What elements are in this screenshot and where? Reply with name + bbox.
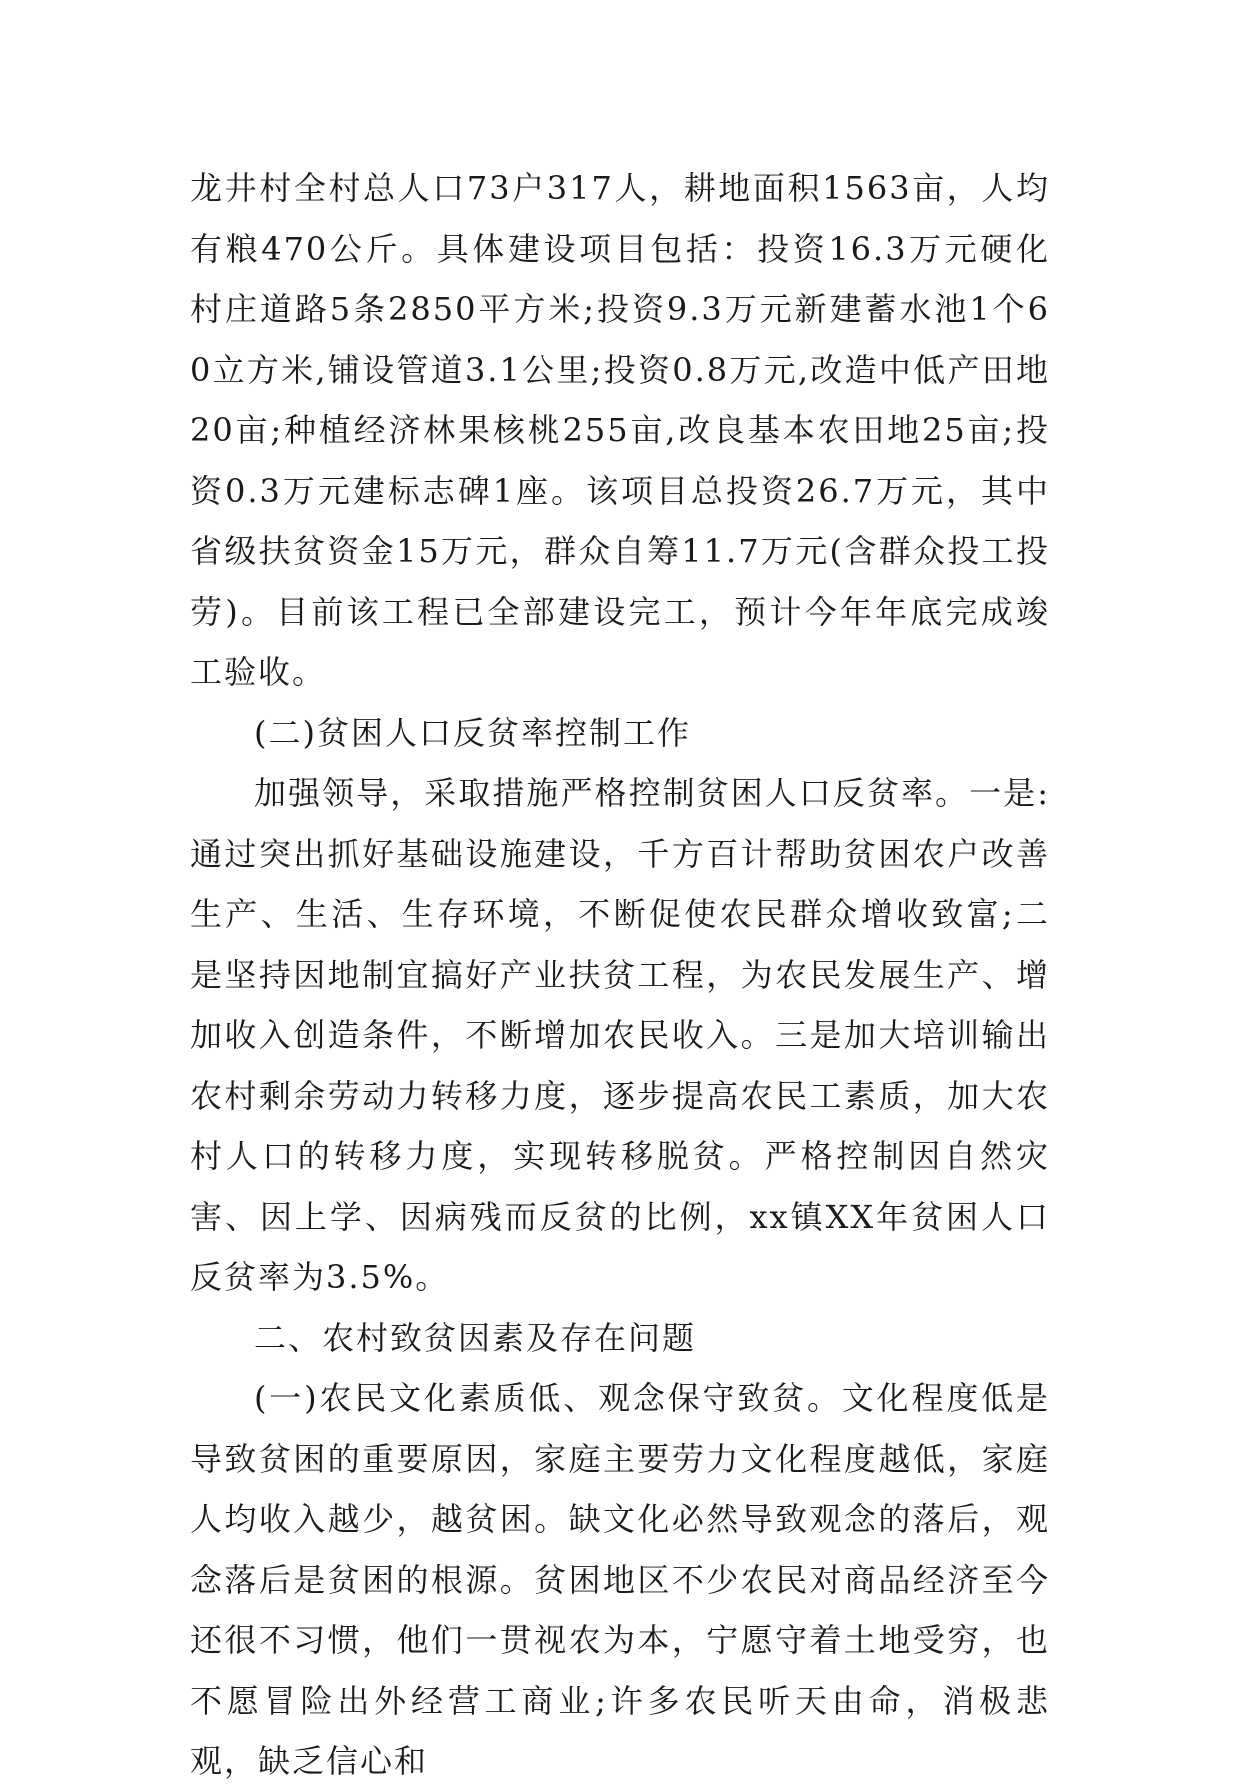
paragraph-poverty-return-measures: 加强领导，采取措施严格控制贫困人口反贫率。一是:通过突出抓好基础设施建设，千方百计帮助贫困农户改善生产、生活、生存环境，不断促使农民群众增收致富;二是坚持因地制宜搞好产业扶贫工程，为农民发展生产、增加收入创造条件，不断增加农民收入。三是加大培训输出农村剩余劳动力转移力度，逐步提高农民工素质，加大农村人口的转移力度，实现转移脱贫。严格控制因自然灾害、因上学、因病残而反贫的比例，xx镇XX年贫困人口反贫率为3.5%。 [190, 774, 1050, 1296]
paragraph-low-education: (一)农民文化素质低、观念保守致贫。文化程度低是导致贫困的重要原因，家庭主要劳力文化程度越低，家庭人均收入越少，越贫困。缺文化必然导致观念的落后，观念落后是贫困的根源。贫困地区不少农民对商品经济至今还很不习惯，他们一贯视农为本，宁愿守着土地受穷，也不愿冒险出外经营工商业;许多农民听天由命，消极悲观，缺乏信心和 [190, 1379, 1050, 1780]
heading-poverty-return-control: (二)贫困人口反贫率控制工作 [254, 713, 691, 752]
document-body [190, 158, 1050, 1792]
paragraph-project-details: 龙井村全村总人口73户317人，耕地面积1563亩，人均有粮470公斤。具体建设项目包括：投资16.3万元硬化村庄道路5条2850平方米;投资9.3万元新建蓄水池1个60立方米,铺设管道3.1公里;投资0.8万元,改造中低产田地20亩;种植经济林果核桃255亩,改良基本农田地25亩;投资0.3万元建标志碑1座。该项目总投资26.7万元，其中省级扶贫资金15万元，群众自筹11.7万元(含群众投工投劳)。目前该工程已全部建设完工，预计今年年底完成竣工验收。 [190, 169, 1050, 691]
heading-poverty-causes: 二、农村致贫因素及存在问题 [254, 1318, 697, 1357]
